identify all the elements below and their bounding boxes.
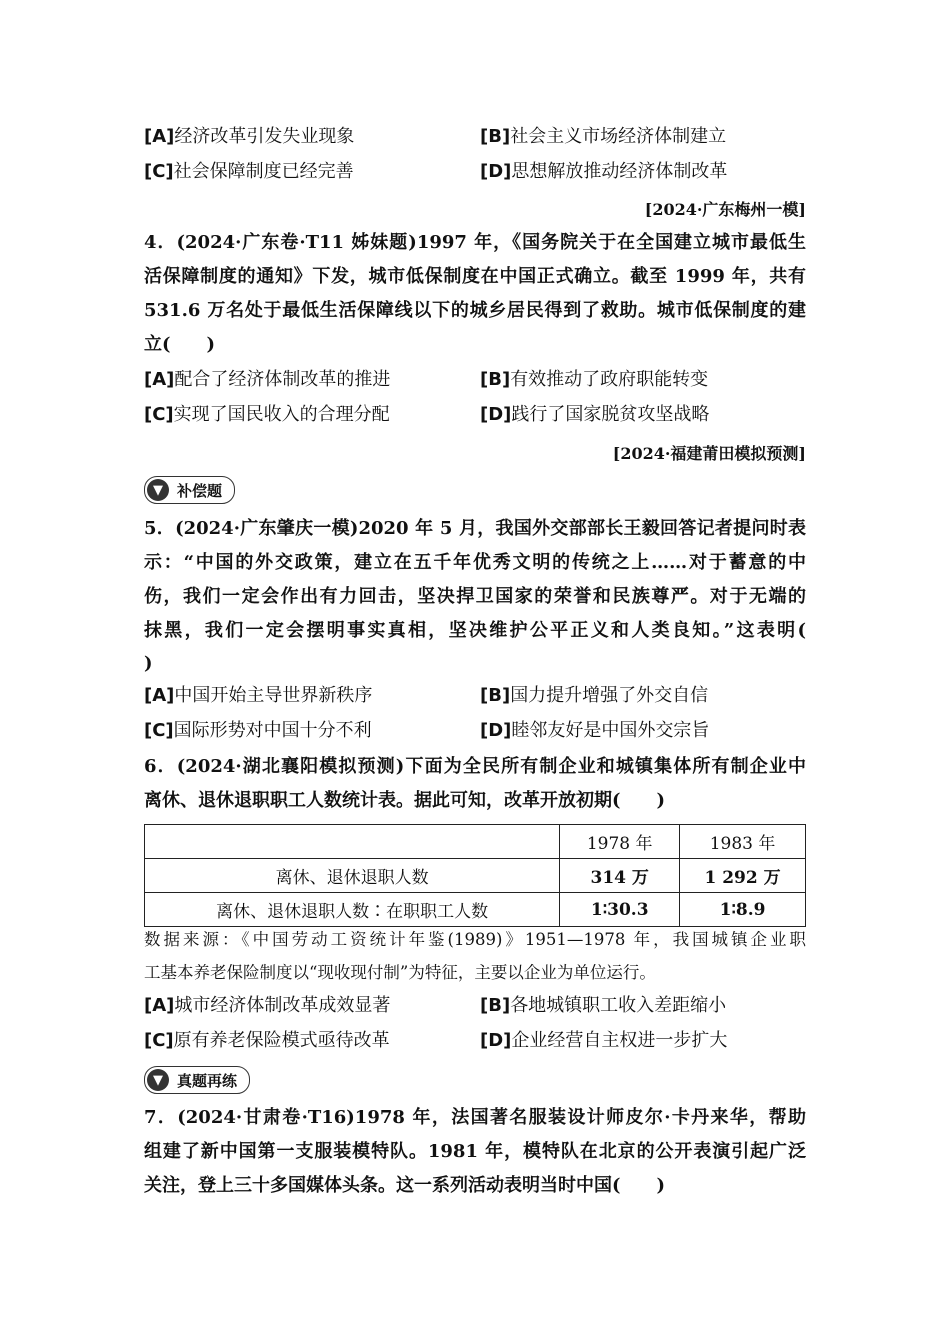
q6-option-c[interactable]: [C]原有养老保险模式亟待改革: [144, 1030, 390, 1051]
table-row: [145, 859, 806, 893]
arrow-down-circle-icon: ▼: [147, 479, 169, 501]
q3-option-c[interactable]: [C]社会保障制度已经完善: [144, 161, 354, 182]
q7-line-3: 关注，登上三十多国媒体头条。这一系列活动表明当时中国( ): [144, 1175, 666, 1196]
table-cell: 1∶8.9: [680, 893, 806, 927]
q4-option-d[interactable]: [D]践行了国家脱贫攻坚战略: [480, 404, 710, 425]
q3-option-d[interactable]: [D]思想解放推动经济体制改革: [480, 161, 728, 182]
q3-option-b[interactable]: [B]社会主义市场经济体制建立: [480, 126, 727, 147]
q4-option-c[interactable]: [C]实现了国民收入的合理分配: [144, 404, 390, 425]
q5-line-4: 抹黑，我们一定会摆明事实真相，坚决维护公平正义和人类良知。”这表明(: [144, 620, 806, 641]
q4-line-2: 活保障制度的通知》下发，城市低保制度在中国正式确立。截至 1999 年，共有: [144, 266, 806, 287]
q4-line-1: 4．(2024·广东卷·T11 姊妹题)1997 年，《国务院关于在全国建立城市最低生: [144, 232, 806, 253]
table-cell: 1 292 万: [680, 859, 806, 893]
table-header-cell: 1983 年: [680, 825, 806, 859]
q3-source: [2024·广东梅州一模]: [644, 200, 806, 219]
table-header-cell: [145, 825, 560, 859]
table-row: [145, 893, 806, 927]
q6-option-a[interactable]: [A]城市经济体制改革成效显著: [144, 995, 391, 1016]
q4-option-a[interactable]: [A]配合了经济体制改革的推进: [144, 369, 391, 390]
q5-line-5: ): [144, 653, 153, 674]
q6-option-d[interactable]: [D]企业经营自主权进一步扩大: [480, 1030, 728, 1051]
q3-option-a[interactable]: [A]经济改革引发失业现象: [144, 126, 355, 147]
q5-option-d[interactable]: [D]睦邻友好是中国外交宗旨: [480, 720, 710, 741]
table-cell: 1∶30.3: [560, 893, 680, 927]
q5-option-a[interactable]: [A]中国开始主导世界新秩序: [144, 685, 373, 706]
q6-line-1: 6．(2024·湖北襄阳模拟预测)下面为全民所有制企业和城镇集体所有制企业中: [144, 756, 806, 777]
q4-line-4: 立( ): [144, 334, 216, 355]
q5-line-3: 伤，我们一定会作出有力回击，坚决捍卫国家的荣誉和民族尊严。对于无端的: [144, 586, 806, 607]
q6-note-2: 工基本养老保险制度以“现收现付制”为特征，主要以企业为单位运行。: [144, 963, 656, 982]
q5-line-1: 5．(2024·广东肇庆一模)2020 年 5 月，我国外交部部长王毅回答记者提问时表: [144, 518, 807, 539]
q6-option-b[interactable]: [B]各地城镇职工收入差距缩小: [480, 995, 727, 1016]
table-cell: 314 万: [560, 859, 680, 893]
retirement-stats-table: [144, 824, 806, 927]
q5-line-2: 示：“中国的外交政策，建立在五千年优秀文明的传统之上……对于蓄意的中: [144, 552, 806, 573]
table-cell: 离休、退休退职人数: [145, 859, 560, 893]
q4-option-b[interactable]: [B]有效推动了政府职能转变: [480, 369, 709, 390]
q4-line-3: 531.6 万名处于最低生活保障线以下的城乡居民得到了救助。城市低保制度的建: [144, 300, 806, 321]
q5-option-b[interactable]: [B]国力提升增强了外交自信: [480, 685, 709, 706]
table-header-row: [145, 825, 806, 859]
arrow-down-circle-icon: ▼: [147, 1069, 169, 1091]
q4-source: [2024·福建莆田模拟预测]: [612, 444, 806, 463]
table-cell: 离休、退休退职人数∶在职职工人数: [145, 893, 560, 927]
q6-note-1: 数据来源：《中国劳动工资统计年鉴(1989)》1951—1978 年，我国城镇企业职: [144, 930, 806, 949]
q6-line-2: 离休、退休退职职工人数统计表。据此可知，改革开放初期( ): [144, 790, 666, 811]
q5-option-c[interactable]: [C]国际形势对中国十分不利: [144, 720, 372, 741]
section-badge-real-exam: ▼ 真题再练: [144, 1066, 250, 1094]
q7-line-1: 7．(2024·甘肃卷·T16)1978 年，法国著名服装设计师皮尔·卡丹来华，帮助: [144, 1107, 806, 1128]
table-header-cell: 1978 年: [560, 825, 680, 859]
q7-line-2: 组建了新中国第一支服装模特队。1981 年，模特队在北京的公开表演引起广泛: [144, 1141, 806, 1162]
section-badge-supplement: ▼ 补偿题: [144, 476, 235, 504]
